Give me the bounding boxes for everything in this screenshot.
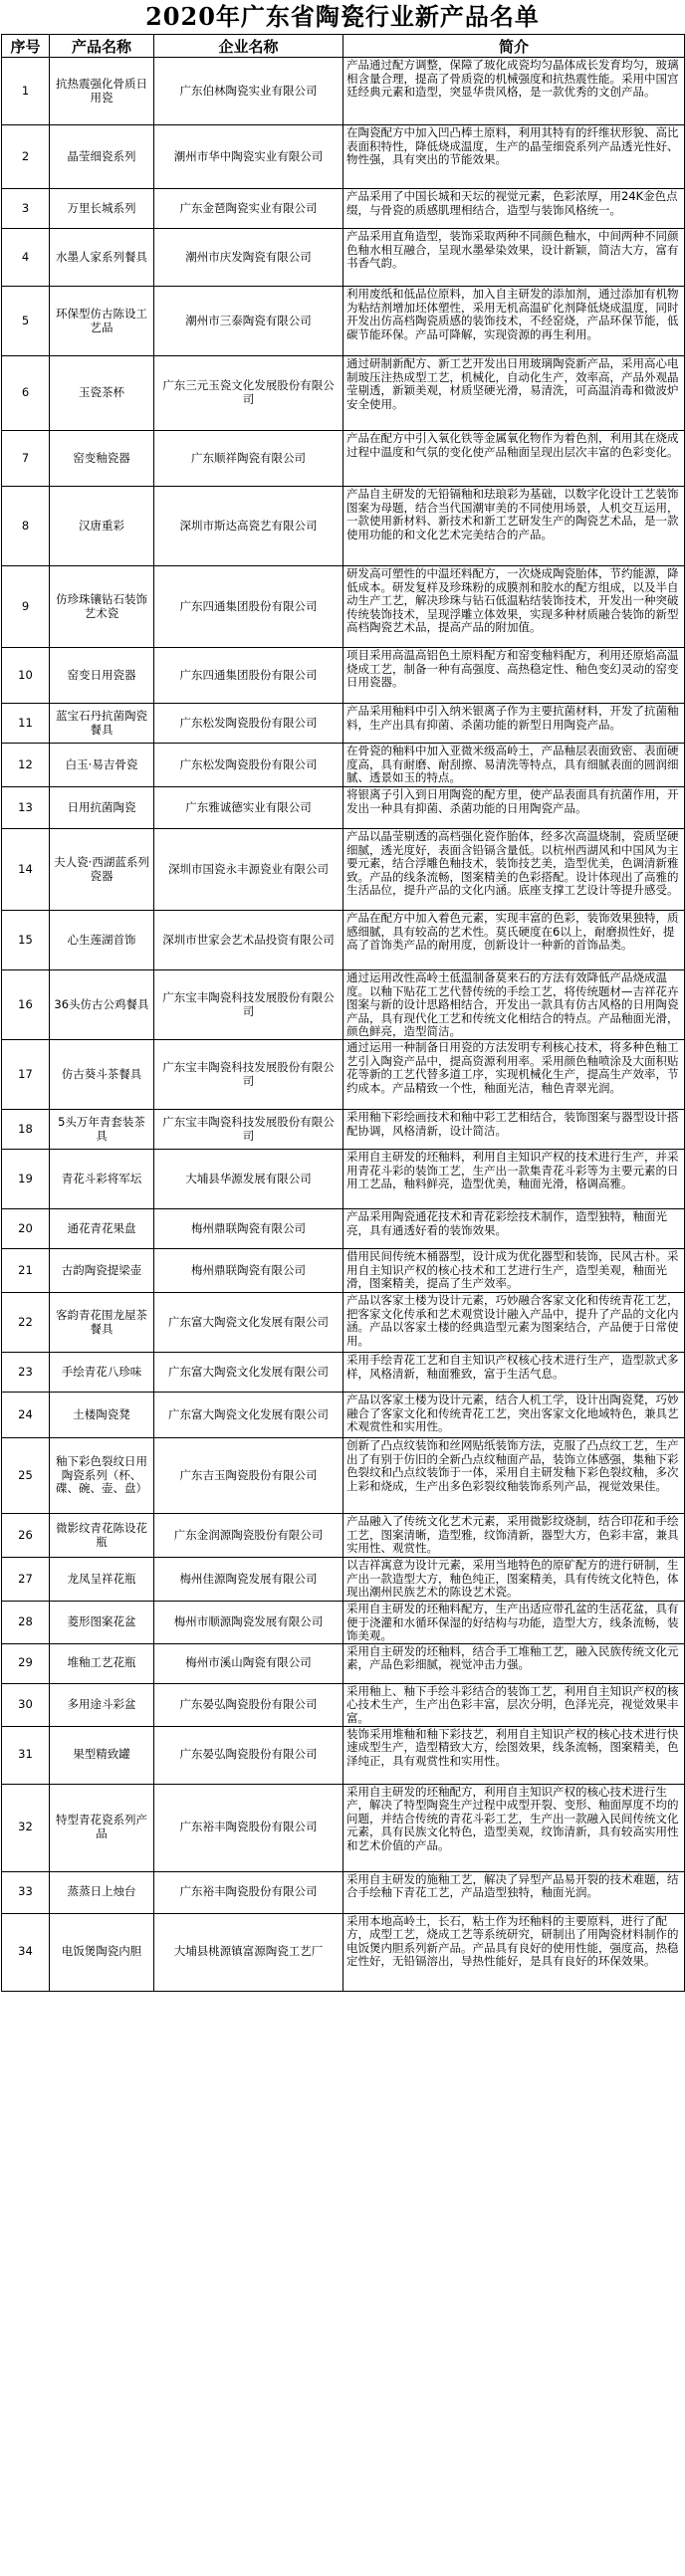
cell-company-name: 广东宝丰陶瓷科技发展股份有限公司	[154, 1040, 343, 1110]
cell-company-name: 广东三元玉瓷文化发展股份有限公司	[154, 356, 343, 431]
cell-no: 13	[2, 787, 50, 829]
table-row	[2, 829, 685, 911]
cell-description: 采用手绘青花工艺和自主知识产权核心技术进行生产，造型款式多样，风格清新，釉面雅致，富于生活气息。	[343, 1353, 685, 1393]
cell-description: 通过研制新配方、新工艺开发出日用玻璃陶瓷新产品，采用高心电制玻压注热成型工艺，机械化，自动化生产，效率高，产品外观晶莹剔透，新颖美观，材质坚硬光滑，易清洗，可高温消毒和微波炉安全使用。	[343, 356, 685, 431]
cell-company-name: 广东雅诚德实业有限公司	[154, 787, 343, 829]
cell-product-name: 釉下彩色裂纹日用陶瓷系列（杯、碟、碗、壶、盘）	[50, 1438, 154, 1514]
cell-description: 在陶瓷配方中加入凹凸棒土原料，利用其特有的纤维状形貌、高比表面积特性，降低烧成温度，生产的晶莹细瓷系列产品透光性好、物性强，具有突出的节能效果。	[343, 125, 685, 189]
table-row	[2, 1393, 685, 1438]
cell-product-name: 窑变釉瓷器	[50, 431, 154, 487]
cell-company-name: 潮州市庆发陶瓷有限公司	[154, 229, 343, 287]
cell-no: 26	[2, 1514, 50, 1558]
header-company-name: 企业名称	[154, 35, 343, 58]
cell-no: 34	[2, 1913, 50, 1991]
table-row	[2, 431, 685, 487]
table-row	[2, 125, 685, 189]
cell-product-name: 白玉·易吉骨瓷	[50, 744, 154, 787]
cell-no: 1	[2, 58, 50, 125]
cell-description: 通过运用改性高岭土低温制备莫来石的方法有效降低产品烧成温度。以釉下贴花工艺代替传统的手绘工艺，将传统题材—吉祥花卉图案与新的设计思路相结合，开发出一款具有仿古风格的日用陶瓷产品，具有现代化工艺和传统文化相结合的特点。产品釉面光滑，颜色鲜亮，造型简洁。	[343, 970, 685, 1040]
table-row	[2, 704, 685, 744]
cell-no: 3	[2, 189, 50, 229]
cell-description: 产品采用陶瓷通花技术和青花彩绘技术制作，造型独特，釉面光亮，具有通透好看的装饰效果。	[343, 1209, 685, 1249]
cell-no: 9	[2, 566, 50, 648]
cell-description: 采用自主研发的坯釉配方，利用自主知识产权的核心技术进行生产，解决了特型陶瓷生产过程中成型开裂、变形、釉面厚度不均的问题，并结合传统的青花斗彩工艺，生产出一款融入民间传统文化元素，具有民族文化特色，造型美观，纹饰清新，具有较高实用性和艺术价值的产品。	[343, 1784, 685, 1871]
cell-description: 借用民间传统木桶器型，设计成为优化器型和装饰，民风古朴。采用自主知识产权的核心技术和工艺进行生产，造型美观，釉面光滑，图案精美，提高了生产效率。	[343, 1249, 685, 1293]
cell-company-name: 大埔县桃源镇富源陶瓷工艺厂	[154, 1913, 343, 1991]
table-row	[2, 287, 685, 356]
cell-no: 10	[2, 648, 50, 704]
table-row	[2, 1784, 685, 1871]
cell-no: 30	[2, 1683, 50, 1726]
cell-description: 将银离子引入到日用陶瓷的配方里，使产品表面具有抗菌作用，开发出一种具有抑菌、杀菌功能的日用陶瓷产品。	[343, 787, 685, 829]
cell-no: 6	[2, 356, 50, 431]
cell-company-name: 梅州鼎联陶瓷有限公司	[154, 1249, 343, 1293]
cell-company-name: 广东金琶陶瓷实业有限公司	[154, 189, 343, 229]
cell-no: 21	[2, 1249, 50, 1293]
cell-no: 19	[2, 1150, 50, 1209]
cell-company-name: 梅州佳源陶瓷发展有限公司	[154, 1558, 343, 1602]
cell-no: 28	[2, 1602, 50, 1644]
cell-product-name: 手绘青花八珍味	[50, 1353, 154, 1393]
cell-no: 18	[2, 1110, 50, 1150]
cell-description: 产品通过配方调整，保障了玻化成瓷均匀晶体成长发育均匀，玻璃相含量合理，提高了骨质瓷的机械强度和抗热震性能。采用中国宫廷经典元素和造型，突显华贵风格，是一款优秀的文创产品。	[343, 58, 685, 125]
cell-description: 以吉祥寓意为设计元素，采用当地特色的原矿配方的进行研制，生产出一款造型大方，釉色纯正，图案精美，具有传统文化特色，体现出潮州民族艺术的陈设艺术瓷。	[343, 1558, 685, 1602]
cell-product-name: 微影纹青花陈设花瓶	[50, 1514, 154, 1558]
cell-no: 12	[2, 744, 50, 787]
table-row	[2, 787, 685, 829]
cell-product-name: 古韵陶瓷提梁壶	[50, 1249, 154, 1293]
cell-company-name: 潮州市华中陶瓷实业有限公司	[154, 125, 343, 189]
table-row	[2, 566, 685, 648]
cell-product-name: 夫人瓷·西湖蓝系列瓷器	[50, 829, 154, 911]
cell-product-name: 抗热震强化骨质日用瓷	[50, 58, 154, 125]
cell-company-name: 广东顺祥陶瓷有限公司	[154, 431, 343, 487]
cell-no: 15	[2, 911, 50, 970]
cell-product-name: 多用途斗彩盆	[50, 1683, 154, 1726]
cell-product-name: 龙凤呈祥花瓶	[50, 1558, 154, 1602]
table-row	[2, 58, 685, 125]
cell-company-name: 广东金润源陶瓷股份有限公司	[154, 1514, 343, 1558]
cell-no: 7	[2, 431, 50, 487]
cell-no: 14	[2, 829, 50, 911]
table-body	[2, 58, 685, 1992]
cell-description: 采用本地高岭土，长石，粘土作为坯釉料的主要原料，进行了配方，成型工艺，烧成工艺等系统研究，研制出了用陶瓷材料制作的电饭煲内胆系列新产品。产品具有良好的使用性能，强度高，热稳定性好，无铅镉溶出，导热性能好，是具有良好的环保效果。	[343, 1913, 685, 1991]
header-description: 简介	[343, 35, 685, 58]
cell-company-name: 广东宝丰陶瓷科技发展股份有限公司	[154, 970, 343, 1040]
cell-company-name: 大埔县华源发展有限公司	[154, 1150, 343, 1209]
table-row	[2, 1643, 685, 1683]
cell-product-name: 通花青花果盘	[50, 1209, 154, 1249]
cell-description: 产品融入了传统文化艺术元素，采用微影纹烧制，结合印花和手绘工艺，图案清晰，造型雅，纹饰清新，器型大方，色彩丰富，兼具实用性、观赏性。	[343, 1514, 685, 1558]
cell-description: 产品采用釉料中引入纳米银离子作为主要抗菌材料，开发了抗菌釉料，生产出具有抑菌、杀菌功能的新型日用陶瓷产品。	[343, 704, 685, 744]
cell-company-name: 广东裕丰陶瓷股份有限公司	[154, 1784, 343, 1871]
header-product-name: 产品名称	[50, 35, 154, 58]
cell-company-name: 广东四通集团股份有限公司	[154, 648, 343, 704]
page-title: 2020年广东省陶瓷行业新产品名单	[145, 2, 540, 31]
cell-product-name: 心生莲湖首饰	[50, 911, 154, 970]
cell-no: 4	[2, 229, 50, 287]
cell-company-name: 广东松发陶瓷股份有限公司	[154, 744, 343, 787]
cell-product-name: 蓝宝石丹抗菌陶瓷餐具	[50, 704, 154, 744]
table-header-row	[2, 35, 685, 58]
cell-no: 11	[2, 704, 50, 744]
cell-product-name: 晶莹细瓷系列	[50, 125, 154, 189]
cell-description: 创新了凸点纹装饰和丝网贴纸装饰方法，克服了凸点纹工艺，生产出了有别于仿旧的全新凸点纹釉面产品，装饰立体感强，集釉下彩色裂纹和凸点纹装饰于一体，采用自主研发釉下彩色裂纹釉，多次上彩和烧成，生产出多色彩裂纹釉装饰系列产品，视觉效果佳。	[343, 1438, 685, 1514]
cell-description: 产品采用直角造型，装饰采取两种不同颜色釉水，中间两种不同颜色釉水相互融合，呈现水墨晕染效果，设计新颖，简洁大方，富有书香气韵。	[343, 229, 685, 287]
cell-no: 2	[2, 125, 50, 189]
cell-company-name: 梅州市溪山陶瓷有限公司	[154, 1643, 343, 1683]
cell-product-name: 仿珍珠镶钻石装饰艺术瓷	[50, 566, 154, 648]
table-row	[2, 1558, 685, 1602]
table-row	[2, 1602, 685, 1644]
cell-company-name: 潮州市三泰陶瓷有限公司	[154, 287, 343, 356]
cell-company-name: 深圳市国瓷永丰源瓷业有限公司	[154, 829, 343, 911]
cell-description: 产品在配方中引入氧化铁等金属氧化物作为着色剂，利用其在烧成过程中温度和气氛的变化使产品釉面呈现出层次丰富的色彩变化。	[343, 431, 685, 487]
product-table	[1, 34, 685, 1992]
cell-product-name: 果型精致罐	[50, 1726, 154, 1784]
cell-description: 产品采用了中国长城和天坛的视觉元素，色彩浓厚，用24K金色点缀，与骨瓷的质感肌理相结合，造型与装饰风格统一。	[343, 189, 685, 229]
table-row	[2, 1110, 685, 1150]
cell-description: 采用自主研发的坯釉料，结合手工堆釉工艺，融入民族传统文化元素，产品色彩细腻，视觉冲击力强。	[343, 1643, 685, 1683]
table-row	[2, 1726, 685, 1784]
cell-product-name: 仿古葵斗茶餐具	[50, 1040, 154, 1110]
cell-product-name: 电饭煲陶瓷内胆	[50, 1913, 154, 1991]
cell-description: 产品以客家土楼为设计元素，巧妙融合客家文化和传统青花工艺，把客家文化传承和艺术观赏设计融入产品中，提升了产品的文化内涵。产品以客家土楼的经典造型元素为图案结合，产品便于日常使用。	[343, 1293, 685, 1353]
cell-product-name: 万里长城系列	[50, 189, 154, 229]
cell-product-name: 水墨人家系列餐具	[50, 229, 154, 287]
cell-company-name: 广东伯林陶瓷实业有限公司	[154, 58, 343, 125]
table-row	[2, 1150, 685, 1209]
cell-description: 装饰采用堆釉和釉下彩技艺，利用自主知识产权的核心技术进行快速成型生产，造型精致大方，绘图效果，线条流畅，图案精美，色泽纯正，具有观赏性和实用性。	[343, 1726, 685, 1784]
cell-no: 24	[2, 1393, 50, 1438]
cell-product-name: 蒸蒸日上烛台	[50, 1871, 154, 1913]
cell-company-name: 广东吉玉陶瓷股份有限公司	[154, 1438, 343, 1514]
cell-description: 项目采用高温高铝色土原料配方和窑变釉料配方，利用还原焰高温烧成工艺，制备一种有高强度、高热稳定性、釉色变幻灵动的窑变日用瓷器。	[343, 648, 685, 704]
table-row	[2, 911, 685, 970]
cell-description: 产品自主研发的无铅镉釉和珐琅彩为基础，以数字化设计工艺装饰图案为母题，结合当代国潮审美的不同使用场景，人机交互运用，一款使用新材料、新技术和新工艺研发生产的陶瓷艺术品，是一款使用功能的和文化艺术完美结合的产品。	[343, 487, 685, 566]
table-row	[2, 648, 685, 704]
cell-no: 22	[2, 1293, 50, 1353]
cell-product-name: 青花斗彩将军坛	[50, 1150, 154, 1209]
table-row	[2, 1514, 685, 1558]
cell-company-name: 广东松发陶瓷股份有限公司	[154, 704, 343, 744]
table-row	[2, 1871, 685, 1913]
cell-no: 31	[2, 1726, 50, 1784]
cell-company-name: 梅州市顺源陶瓷发展有限公司	[154, 1602, 343, 1644]
cell-description: 通过运用一种制备日用瓷的方法发明专利核心技术，将多种色釉工艺引入陶瓷产品中，提高资源利用率。采用颜色釉喷涂及大面积贴花等新的工艺代替多道工序，实现机械化生产，提高生产效率，节约成本。产品精致一个性，釉面光洁，釉色青翠光润。	[343, 1040, 685, 1110]
cell-company-name: 广东晏弘陶瓷股份有限公司	[154, 1683, 343, 1726]
cell-no: 8	[2, 487, 50, 566]
cell-product-name: 客韵青花围龙屋茶餐具	[50, 1293, 154, 1353]
cell-product-name: 窑变日用瓷器	[50, 648, 154, 704]
cell-description: 产品以客家土楼为设计元素，结合人机工学，设计出陶瓷凳，巧妙融合了客家文化和传统青花工艺，突出客家文化地域特色，兼具艺术观赏性和实用性。	[343, 1393, 685, 1438]
cell-company-name: 广东富大陶瓷文化发展有限公司	[154, 1293, 343, 1353]
table-row	[2, 1913, 685, 1991]
table-row	[2, 487, 685, 566]
cell-description: 产品以晶莹剔透的高档强化瓷作胎体，经多次高温烧制，瓷质坚硬细腻，透光度好，表面含铅镉含量低。以杭州西湖风和中国风为主要元素，结合浮雕色釉技术，装饰技艺美，造型优美，色调清新雅致。产品的线条流畅，图案精美的色彩搭配。设计体现出了高雅的生活品位，提升产品的文化内涵。底座支撑工艺设计等提升感受。	[343, 829, 685, 911]
cell-description: 利用废纸和低品位原料，加入自主研发的添加剂，通过添加有机物为粘结剂增加坯体塑性，采用无机高温矿化剂降低烧成温度，同时开发出仿高档陶瓷质感的装饰技术，不经窑烧，产品环保节能，低碳节能环保。产品可降解，实现资源的再生利用。	[343, 287, 685, 356]
cell-no: 16	[2, 970, 50, 1040]
cell-product-name: 5头万年青套装茶具	[50, 1110, 154, 1150]
cell-description: 在骨瓷的釉料中加入亚微米级高岭土，产品釉层表面致密、表面硬度高，具有耐磨、耐刮擦、易清洗等特点，具有细腻表面的圆润细腻、透景如玉的特点。	[343, 744, 685, 787]
cell-no: 5	[2, 287, 50, 356]
table-row	[2, 744, 685, 787]
cell-description: 采用自主研发的坯釉料，利用自主知识产权的技术进行生产，并采用青花斗彩的装饰工艺，生产出一款集青花斗彩等为主要元素的日用工艺品，釉料鲜亮，造型优美，釉面光滑，格调高雅。	[343, 1150, 685, 1209]
cell-description: 采用釉上、釉下手绘斗彩结合的装饰工艺，利用自主知识产权的核心技术生产，生产出色彩丰富，层次分明，色泽光亮，视觉效果丰富。	[343, 1683, 685, 1726]
cell-company-name: 深圳市世家会艺术品投资有限公司	[154, 911, 343, 970]
table-row	[2, 356, 685, 431]
cell-company-name: 广东裕丰陶瓷股份有限公司	[154, 1871, 343, 1913]
cell-no: 27	[2, 1558, 50, 1602]
cell-product-name: 菱形图案花盆	[50, 1602, 154, 1644]
table-row	[2, 1249, 685, 1293]
table-row	[2, 970, 685, 1040]
cell-description: 采用自主研发的坯釉料配方，生产出适应带孔盆的生活花盆，具有便于浇灌和水循环保湿的好结构与功能，造型大方，线条流畅，装饰美观。	[343, 1602, 685, 1644]
table-row	[2, 229, 685, 287]
table-row	[2, 189, 685, 229]
table-row	[2, 1353, 685, 1393]
cell-no: 29	[2, 1643, 50, 1683]
cell-product-name: 36头仿古公鸡餐具	[50, 970, 154, 1040]
cell-description: 研发高可塑性的中温坯料配方，一次烧成陶瓷胎体，节约能源，降低成本。研发复样及珍珠粉的成膜剂和胶水的配方组成，以及半自动生产工艺，解决珍珠与钻石低温粘结装饰技术，开发出一种突破传统装饰技术，呈现浮雕立体效果，实现多种材质融合装饰的新型高档陶瓷艺术品，提高产品的附加值。	[343, 566, 685, 648]
cell-product-name: 玉瓷茶杯	[50, 356, 154, 431]
cell-no: 33	[2, 1871, 50, 1913]
cell-product-name: 特型青花瓷系列产品	[50, 1784, 154, 1871]
cell-product-name: 日用抗菌陶瓷	[50, 787, 154, 829]
table-row	[2, 1209, 685, 1249]
cell-no: 17	[2, 1040, 50, 1110]
cell-product-name: 土楼陶瓷凳	[50, 1393, 154, 1438]
cell-no: 32	[2, 1784, 50, 1871]
table-row	[2, 1683, 685, 1726]
cell-company-name: 梅州鼎联陶瓷有限公司	[154, 1209, 343, 1249]
cell-description: 产品在配方中加入着色元素，实现丰富的色彩，装饰效果独特，质感细腻，具有较高的艺术性。莫氏硬度在6以上，耐磨损性好，提高了首饰类产品的耐用度，创新设计一种新的首饰品类。	[343, 911, 685, 970]
cell-no: 23	[2, 1353, 50, 1393]
table-row	[2, 1293, 685, 1353]
header-no: 序号	[2, 35, 50, 58]
cell-description: 采用釉下彩绘画技术和釉中彩工艺相结合，装饰图案与器型设计搭配协调，风格清新，设计简洁。	[343, 1110, 685, 1150]
cell-company-name: 广东宝丰陶瓷科技发展股份有限公司	[154, 1110, 343, 1150]
cell-company-name: 深圳市斯达高瓷艺有限公司	[154, 487, 343, 566]
cell-company-name: 广东晏弘陶瓷股份有限公司	[154, 1726, 343, 1784]
cell-product-name: 环保型仿古陈设工艺品	[50, 287, 154, 356]
cell-product-name: 汉唐重彩	[50, 487, 154, 566]
cell-no: 20	[2, 1209, 50, 1249]
cell-company-name: 广东四通集团股份有限公司	[154, 566, 343, 648]
cell-description: 采用自主研发的施釉工艺，解决了异型产品易开裂的技术难题，结合手绘釉下青花工艺，产品造型独特，釉面光润。	[343, 1871, 685, 1913]
table-row	[2, 1040, 685, 1110]
cell-company-name: 广东富大陶瓷文化发展有限公司	[154, 1353, 343, 1393]
cell-company-name: 广东富大陶瓷文化发展有限公司	[154, 1393, 343, 1438]
cell-no: 25	[2, 1438, 50, 1514]
table-row	[2, 1438, 685, 1514]
cell-product-name: 堆釉工艺花瓶	[50, 1643, 154, 1683]
